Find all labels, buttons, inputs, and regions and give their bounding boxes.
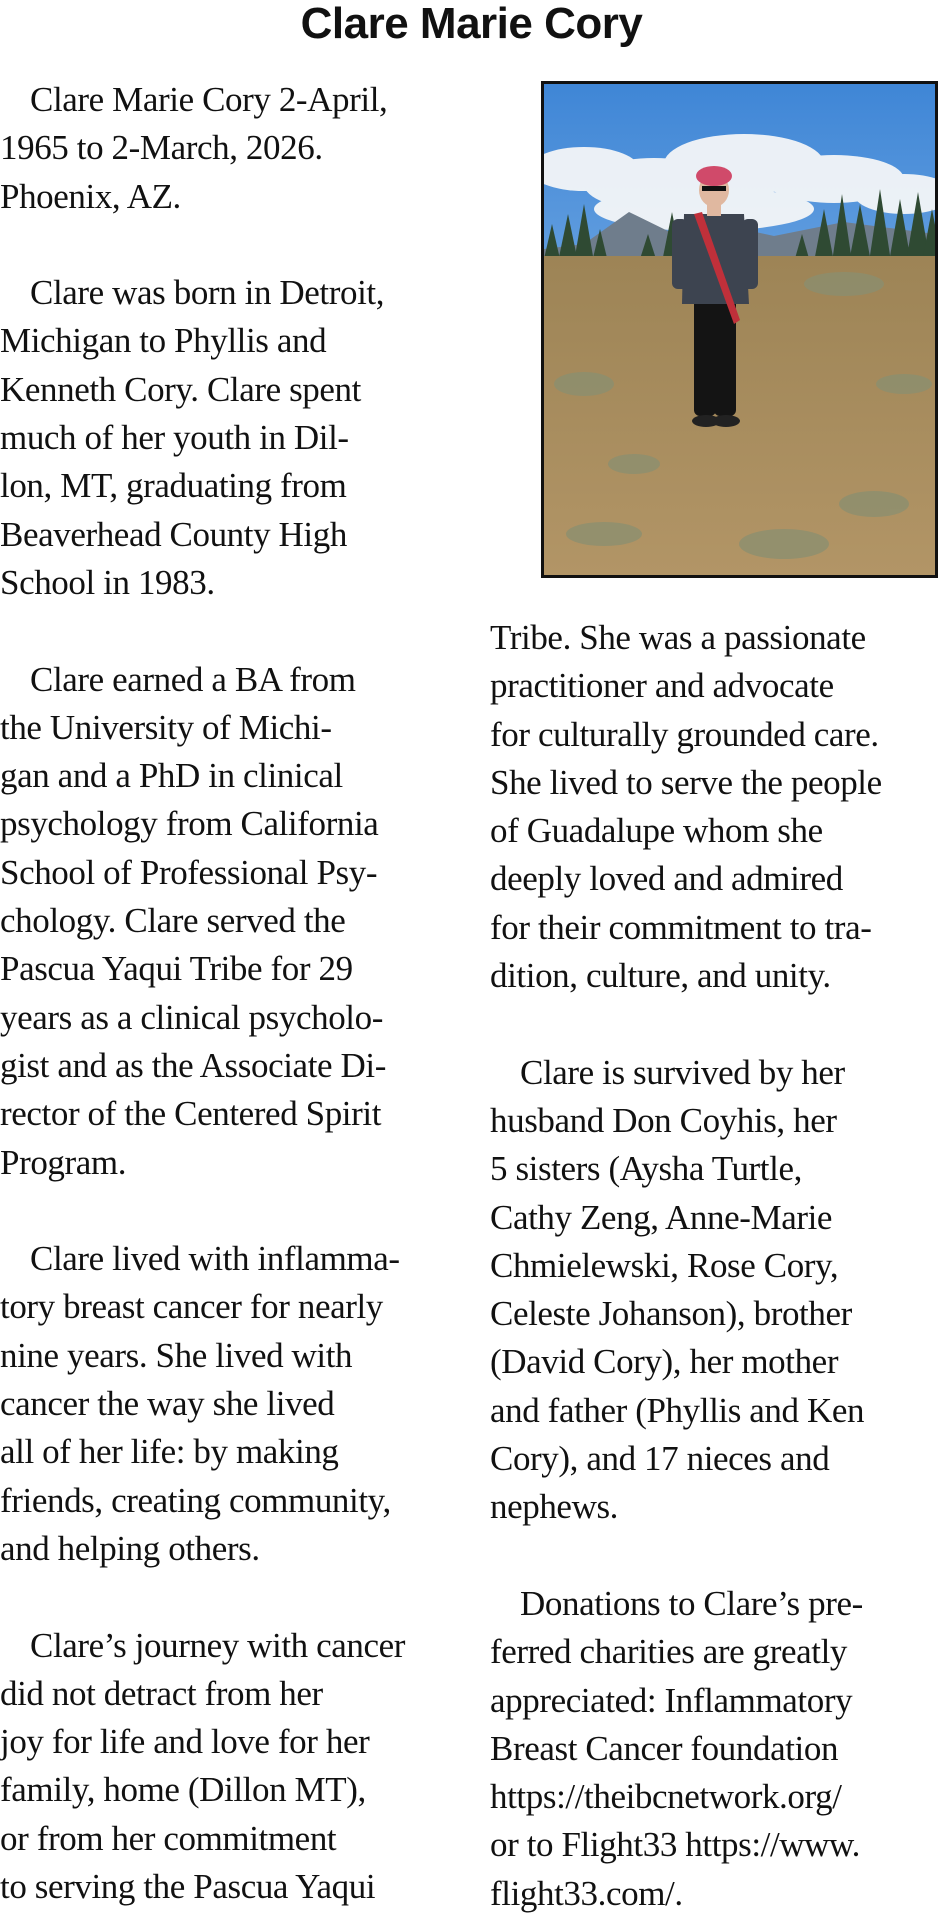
- paragraph-service: Tribe. She was a passionate practitioner and advocate for culturally grounded care. She lived to serve the people of Guadalupe whom she deeply loved and admired for their commitment to tra- dition, culture, and unity.: [490, 618, 882, 996]
- left-column: [0, 76, 460, 1911]
- paragraph-illness: Clare lived with inflamma- tory breast cancer for nearly nine years. She lived with cancer the way she lived all of her life: by making friends, creating community, and helping others.: [0, 1239, 400, 1568]
- paragraph-journey: Clare’s journey with cancer did not detract from her joy for life and love for her family, home (Dillon MT), or from her commitment to serving the Pascua Yaqui: [0, 1625, 406, 1906]
- paragraph-career: Clare earned a BA from the University of Michi- gan and a PhD in clinical psychology from California School of Professional Psy- chology. Clare served the Pascua Yaqui Tribe for 29 years as a clinical psycholo- gist and as the Associate Di- rector of the Centered Spirit Program.: [0, 659, 386, 1182]
- paragraph-donations: Donations to Clare’s pre- ferred charities are greatly appreciated: Inflammatory Breast Cancer foundation https://theibcnetwork.org/ or to Flight33 https://www. flight33.com/.: [490, 1583, 863, 1913]
- obituary-title: Clare Marie Cory: [300, 0, 643, 48]
- paragraph-early-life: Clare was born in Detroit, Michigan to Phyllis and Kenneth Cory. Clare spent much of her youth in Dil- lon, MT, graduating from Beaverhead County High School in 1983.: [0, 273, 385, 602]
- portrait-photo-image: [544, 84, 935, 575]
- paragraph-survivors: Clare is survived by her husband Don Coyhis, her 5 sisters (Aysha Turtle, Cathy Zeng, Anne-Marie Chmielewski, Rose Cory, Celeste Johanson), brother (David Cory), her mother and father (Phyllis and Ken Cory), and 17 nieces and nephews.: [490, 1052, 865, 1527]
- paragraph-dates: Clare Marie Cory 2-April, 1965 to 2-March, 2026. Phoenix, AZ.: [0, 80, 388, 216]
- right-column: [490, 614, 940, 1918]
- portrait-photo: [541, 81, 938, 578]
